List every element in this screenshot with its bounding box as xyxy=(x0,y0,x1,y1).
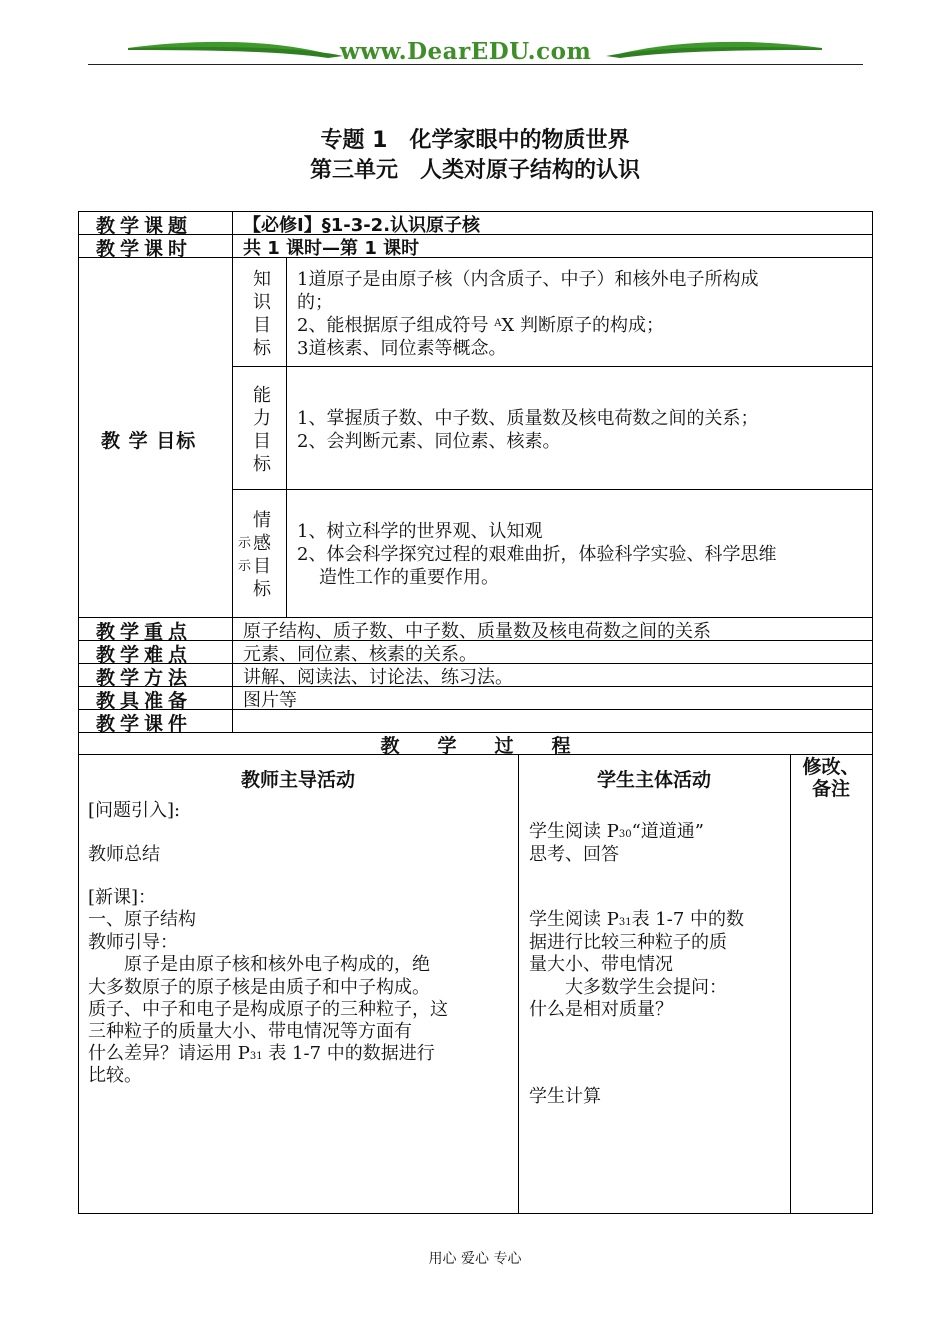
goal-emotion-marks: 示 示 xyxy=(238,536,252,574)
goal-emotion-title: 情 感 目 标 xyxy=(253,510,271,600)
label-tools: 教具准备 xyxy=(96,690,193,712)
goal-knowledge-title: 知 识 目 标 xyxy=(253,269,271,359)
value-tools: 图片等 xyxy=(243,690,297,711)
value-difficulty: 元素、同位素、核素的关系。 xyxy=(243,644,477,665)
value-period: 共 1 课时—第 1 课时 xyxy=(243,238,420,259)
header-rule xyxy=(88,64,863,65)
label-topic: 教学课题 xyxy=(96,215,193,237)
label-difficulty: 教学难点 xyxy=(96,644,193,666)
logo-text: www.DearEDU.com xyxy=(340,38,592,65)
title-unit: 第三单元 人类对原子结构的认识 xyxy=(309,158,640,183)
process-heading: 教 学 过 程 xyxy=(380,735,571,757)
student-column-header: 学生主体活动 xyxy=(596,769,711,791)
value-topic: 【必修Ⅰ】§1-3-2.认识原子核 xyxy=(243,215,481,236)
label-key-points: 教学重点 xyxy=(96,621,193,643)
label-period: 教学课时 xyxy=(96,238,193,260)
notes-column-header: 修改、 备注 xyxy=(802,756,860,800)
goal-ability-text: 1、掌握质子数、中子数、质量数及核电荷数之间的关系； 2、会判断元素、同位素、核素。 xyxy=(297,408,759,452)
footer-slogan: 用心 爱心 专心 xyxy=(428,1251,522,1267)
value-key-points: 原子结构、质子数、中子数、质量数及核电荷数之间的关系 xyxy=(243,621,711,642)
title-topic: 专题 1 化学家眼中的物质世界 xyxy=(320,128,630,153)
goal-emotion-text: 1、树立科学的世界观、认知观 2、体会科学探究过程的艰难曲折，体验科学实验、科学思维 造性工作的重要作用。 xyxy=(297,521,777,588)
teacher-column-header: 教师主导活动 xyxy=(240,769,355,791)
label-method: 教学方法 xyxy=(96,667,193,689)
label-goals: 教 学 目标 xyxy=(101,430,197,452)
goal-knowledge-text: 1道原子是由原子核（内含质子、中子）和核外电子所构成 的； 2、能根据原子组成符号 $^A$X 判断原子的构成； 3道核素、同位素等概念。 xyxy=(297,269,759,359)
goal-ability-title: 能 力 目 标 xyxy=(253,385,271,475)
value-method: 讲解、阅读法、讨论法、练习法。 xyxy=(243,667,513,688)
label-courseware: 教学课件 xyxy=(96,713,193,735)
